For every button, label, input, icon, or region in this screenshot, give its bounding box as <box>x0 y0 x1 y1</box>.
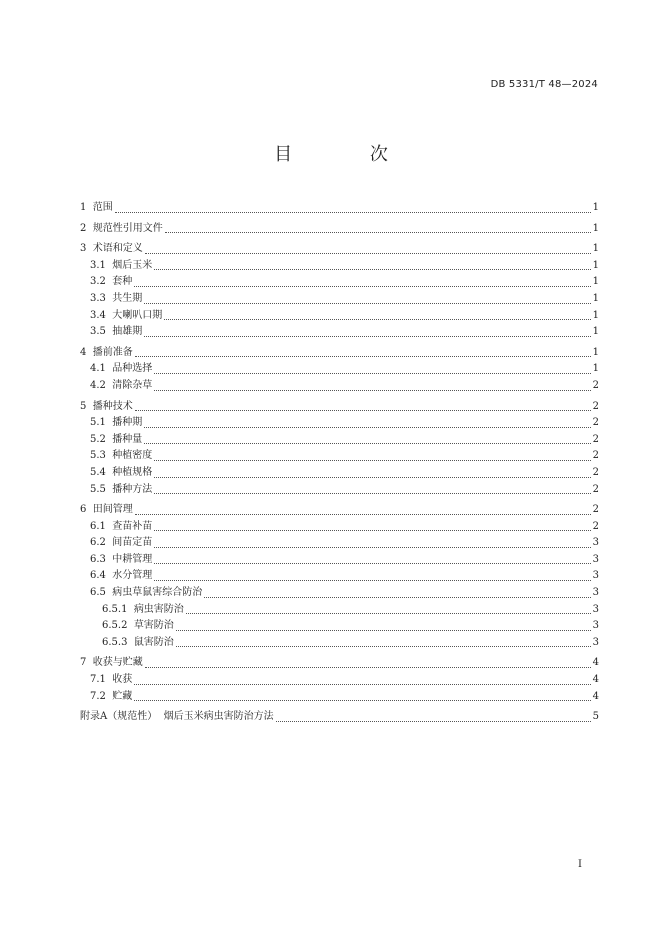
toc-entry-title: 草害防治 <box>133 620 174 632</box>
toc-entry-page: 1 <box>592 346 599 358</box>
toc-entry[interactable] <box>80 635 599 652</box>
table-of-contents <box>80 200 599 726</box>
toc-entry[interactable] <box>80 709 599 726</box>
toc-entry[interactable] <box>80 689 599 706</box>
toc-entry-title: 中耕管理 <box>112 553 153 565</box>
toc-entry-number: 5.4 <box>90 466 106 478</box>
toc-dot-leader <box>135 513 591 515</box>
toc-dot-leader <box>115 211 591 213</box>
toc-entry-page: 2 <box>592 520 599 532</box>
toc-entry-title: 收获 <box>112 674 133 686</box>
toc-entry-number: 6.3 <box>90 553 106 565</box>
toc-entry-title: 播前准备 <box>92 346 133 358</box>
toc-entry-page: 4 <box>592 657 599 669</box>
toc-entry-title: 病虫草鼠害综合防治 <box>112 587 203 599</box>
toc-entry-page: 2 <box>592 450 599 462</box>
toc-dot-leader <box>165 231 591 233</box>
toc-entry-number: 6.5.3 <box>102 636 128 648</box>
toc-entry[interactable] <box>80 291 599 308</box>
toc-entry-title: 种植规格 <box>112 466 153 478</box>
toc-dot-leader <box>145 252 591 254</box>
toc-entry-page: 2 <box>592 400 599 412</box>
toc-entry-page: 2 <box>592 504 599 516</box>
toc-entry-page: 4 <box>592 674 599 686</box>
toc-dot-leader <box>154 372 590 374</box>
toc-entry-title: 播种方法 <box>112 483 153 495</box>
toc-entry-title: 清除杂草 <box>112 379 153 391</box>
toc-entry[interactable] <box>80 221 599 238</box>
toc-entry-page: 1 <box>592 222 599 234</box>
toc-dot-leader <box>134 699 590 701</box>
toc-dot-leader <box>144 335 590 337</box>
toc-entry-page: 2 <box>592 417 599 429</box>
toc-entry[interactable] <box>80 672 599 689</box>
toc-entry[interactable] <box>80 618 599 635</box>
toc-entry-number: 6.1 <box>90 520 106 532</box>
toc-entry[interactable] <box>80 482 599 499</box>
toc-entry-page: 2 <box>592 483 599 495</box>
toc-entry-page: 3 <box>592 603 599 615</box>
toc-entry-number: 3.2 <box>90 276 106 288</box>
toc-entry-number: 3.5 <box>90 326 106 338</box>
toc-entry-number: 5.5 <box>90 483 106 495</box>
toc-entry-number: 6.4 <box>90 570 106 582</box>
toc-entry-page: 3 <box>592 537 599 549</box>
toc-entry-page: 1 <box>592 243 599 255</box>
toc-entry-title: 范围 <box>92 202 113 213</box>
toc-entry-number: 6.5.1 <box>102 603 128 615</box>
toc-entry-number: 7.1 <box>90 674 106 686</box>
toc-entry[interactable] <box>80 655 599 672</box>
toc-entry-title: 大喇叭口期 <box>112 309 163 321</box>
toc-entry-title: 间苗定苗 <box>112 537 153 549</box>
toc-entry-title: 贮藏 <box>112 690 133 702</box>
toc-entry-number: 6.2 <box>90 537 106 549</box>
toc-dot-leader <box>176 645 591 647</box>
toc-entry-title: 共生期 <box>112 292 143 304</box>
toc-entry-number: 6 <box>80 504 87 516</box>
page-number: I <box>578 859 582 870</box>
toc-entry-title: 烟后玉米 <box>112 259 153 271</box>
toc-entry-title: 水分管理 <box>112 570 153 582</box>
toc-dot-leader <box>154 546 590 548</box>
toc-entry-page: 1 <box>592 309 599 321</box>
toc-entry[interactable] <box>80 432 599 449</box>
toc-entry[interactable] <box>80 399 599 416</box>
toc-dot-leader <box>144 302 590 304</box>
toc-entry[interactable] <box>80 274 599 291</box>
toc-entry-page: 3 <box>592 570 599 582</box>
toc-dot-leader <box>176 629 591 631</box>
toc-entry-title: 播种量 <box>112 433 143 445</box>
toc-entry-number: 6.5 <box>90 587 106 599</box>
toc-entry-page: 5 <box>592 711 599 723</box>
toc-dot-leader <box>154 389 590 391</box>
toc-entry-title: 套种 <box>112 276 133 288</box>
toc-entry-page: 3 <box>592 620 599 632</box>
toc-entry-title: 术语和定义 <box>92 243 143 255</box>
toc-entry-page: 2 <box>592 466 599 478</box>
toc-entry-number: 3.1 <box>90 259 106 271</box>
toc-entry[interactable] <box>80 308 599 325</box>
toc-entry[interactable] <box>80 378 599 395</box>
toc-dot-leader <box>186 612 591 614</box>
toc-entry-title: 播种期 <box>112 417 143 429</box>
toc-entry-number: 5.3 <box>90 450 106 462</box>
toc-entry-page: 2 <box>592 379 599 391</box>
toc-dot-leader <box>134 683 590 685</box>
toc-entry[interactable] <box>80 448 599 465</box>
toc-entry-page: 1 <box>592 259 599 271</box>
toc-entry-number: 3 <box>80 243 87 255</box>
toc-entry-title: 烟后玉米病虫害防治方法 <box>163 711 274 723</box>
toc-entry-number: 3.4 <box>90 309 106 321</box>
toc-entry-title: 鼠害防治 <box>133 636 174 648</box>
toc-entry[interactable] <box>80 345 599 362</box>
toc-entry[interactable] <box>80 602 599 619</box>
toc-entry[interactable] <box>80 519 599 536</box>
toc-entry[interactable] <box>80 200 599 217</box>
toc-dot-leader <box>154 562 590 564</box>
toc-entry-title: 查苗补苗 <box>112 520 153 532</box>
toc-dot-leader <box>144 426 590 428</box>
toc-entry-number: 5.1 <box>90 417 106 429</box>
toc-dot-leader <box>154 459 590 461</box>
toc-entry-number: 4.1 <box>90 363 106 375</box>
toc-entry-number: 2 <box>80 222 87 234</box>
toc-entry-number: 7.2 <box>90 690 106 702</box>
toc-entry[interactable] <box>80 535 599 552</box>
toc-entry-number: 3.3 <box>90 292 106 304</box>
toc-dot-leader <box>204 596 590 598</box>
toc-dot-leader <box>154 268 590 270</box>
toc-entry-number: 6.5.2 <box>102 620 128 632</box>
toc-entry[interactable] <box>80 585 599 602</box>
toc-entry[interactable] <box>80 415 599 432</box>
toc-entry-title: 播种技术 <box>92 400 133 412</box>
toc-entry[interactable] <box>80 552 599 569</box>
toc-entry[interactable] <box>80 361 599 378</box>
toc-entry[interactable] <box>80 502 599 519</box>
toc-entry[interactable] <box>80 241 599 258</box>
toc-dot-leader <box>145 666 591 668</box>
toc-entry-page: 3 <box>592 587 599 599</box>
toc-dot-leader <box>134 285 590 287</box>
toc-entry-page: 3 <box>592 636 599 648</box>
toc-dot-leader <box>154 579 590 581</box>
toc-dot-leader <box>154 492 590 494</box>
toc-entry[interactable] <box>80 465 599 482</box>
toc-entry-page: 3 <box>592 553 599 565</box>
toc-entry-page: 4 <box>592 690 599 702</box>
toc-entry-number: 5 <box>80 400 87 412</box>
toc-entry-number: 5.2 <box>90 433 106 445</box>
toc-entry-page: 2 <box>592 433 599 445</box>
toc-dot-leader <box>135 355 591 357</box>
toc-entry-title: 种植密度 <box>112 450 153 462</box>
toc-entry-page: 1 <box>592 202 599 213</box>
toc-entry-page: 1 <box>592 276 599 288</box>
toc-entry-number: 4.2 <box>90 379 106 391</box>
toc-dot-leader <box>164 318 590 320</box>
toc-dot-leader <box>135 409 591 411</box>
toc-entry-title: 病虫害防治 <box>133 603 184 615</box>
toc-entry-title: 品种选择 <box>112 363 153 375</box>
toc-entry[interactable] <box>80 258 599 275</box>
toc-entry-page: 1 <box>592 326 599 338</box>
toc-entry[interactable] <box>80 324 599 341</box>
toc-entry-number: 1 <box>80 202 87 213</box>
toc-entry-title: 规范性引用文件 <box>92 222 163 234</box>
toc-dot-leader <box>144 442 590 444</box>
toc-dot-leader <box>154 476 590 478</box>
toc-entry-title: 田间管理 <box>92 504 133 516</box>
toc-entry-number: 7 <box>80 657 87 669</box>
toc-entry-number: 4 <box>80 346 87 358</box>
toc-entry-title: 收获与贮藏 <box>92 657 143 669</box>
toc-entry-page: 1 <box>592 363 599 375</box>
toc-entry[interactable] <box>80 568 599 585</box>
toc-entry-page: 1 <box>592 292 599 304</box>
toc-entry-number: 附录A（规范性） <box>80 711 158 723</box>
page-title: 目 次 <box>274 144 424 165</box>
toc-dot-leader <box>276 720 591 722</box>
toc-dot-leader <box>154 529 590 531</box>
document-code: DB 5331/T 48—2024 <box>490 79 598 90</box>
toc-entry-title: 抽雄期 <box>112 326 143 338</box>
